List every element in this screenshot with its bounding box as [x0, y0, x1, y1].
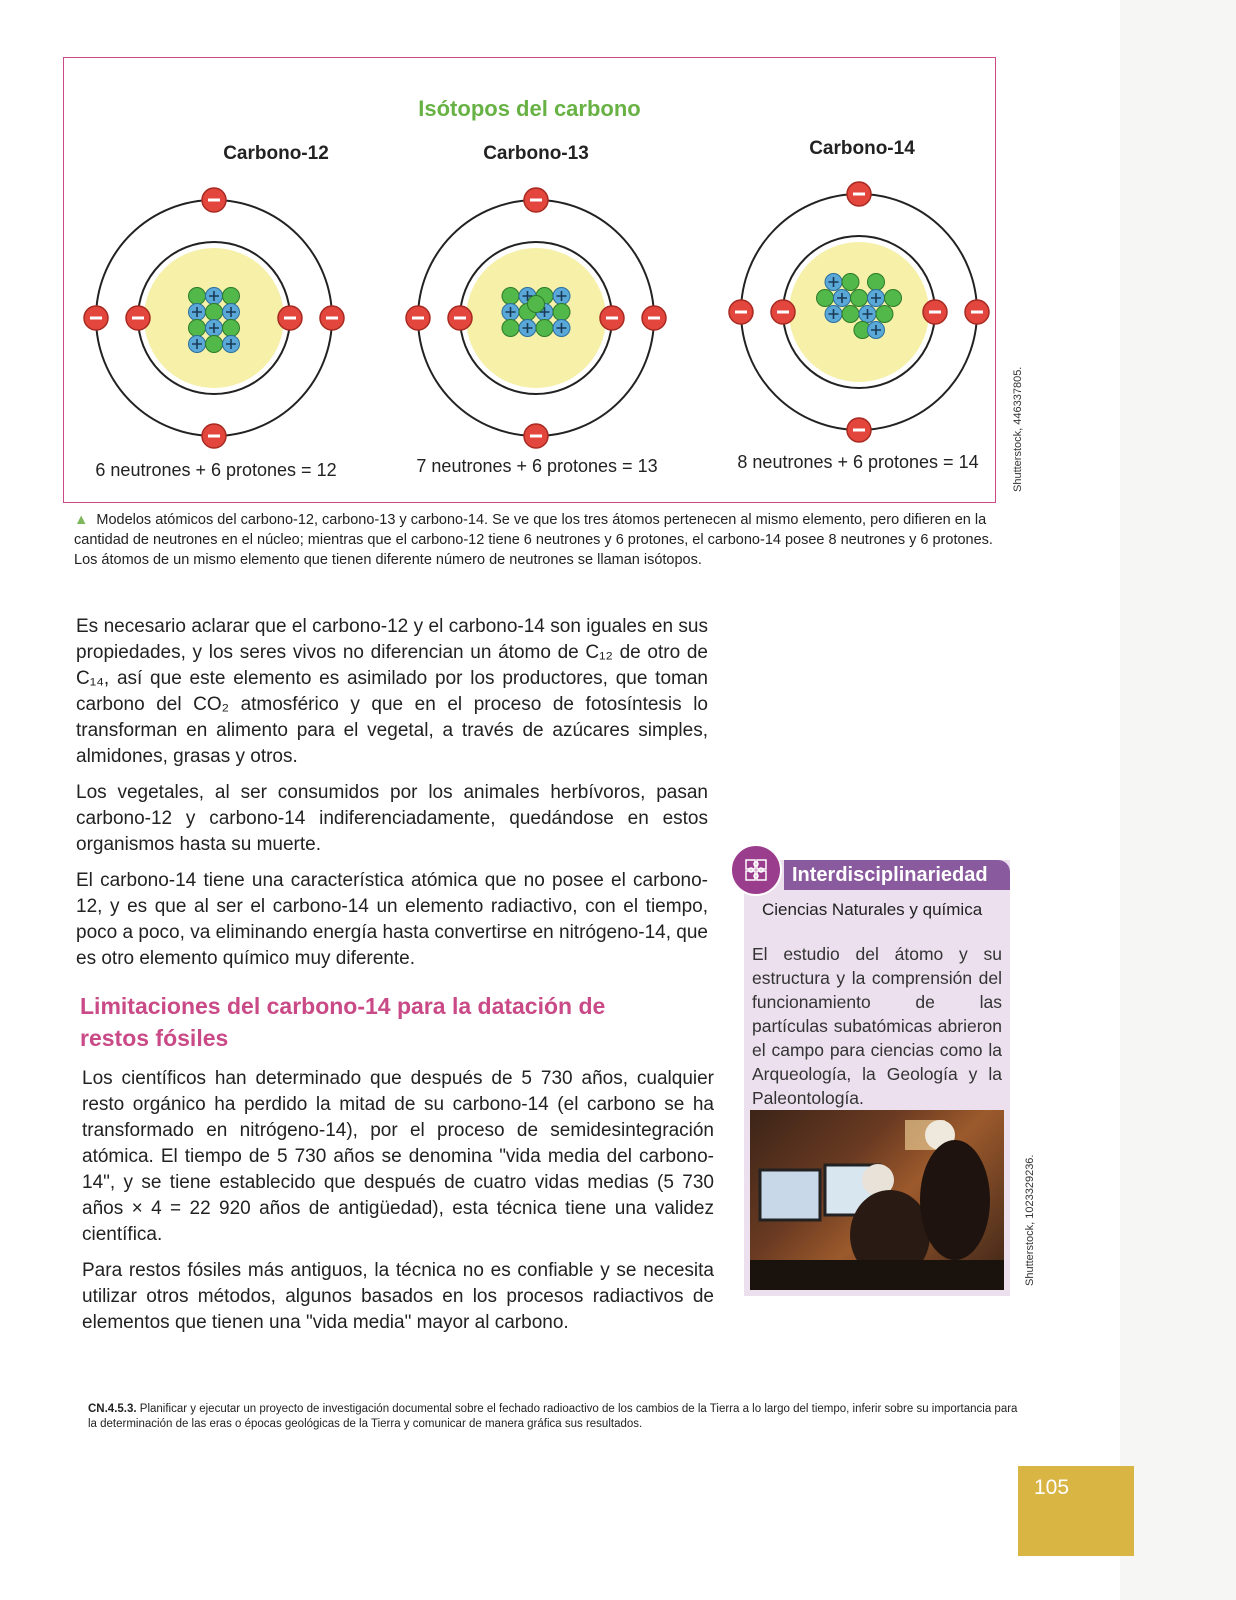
curriculum-text: Planificar y ejecutar un proyecto de investigación documental sobre el fechado radioactivo de los cambios de la Tierra a lo largo del tiempo, inferir sobre su importancia para la determinación de las eras o épocas geológicas de la Tierra y comunicar de manera gráfica sus resultados. [88, 1403, 1018, 1430]
electron [126, 306, 150, 330]
proton [553, 288, 570, 305]
proton [868, 322, 885, 339]
neutron [885, 290, 902, 307]
paragraph: Los científicos han determinado que después de 5 730 años, cualquier resto orgánico ha perdido la mitad de su carbono-14 (el carbono se ha transformado en nitrógeno-14), por el proceso de semidesintegración atómica. El tiempo de 5 730 años se denomina "vida media del carbono-14", y se tiene establecido que después de cuatro vidas medias (5 730 años × 4 = 22 920 años de antigüedad), esta técnica tiene una validez científica. [82, 1068, 714, 1245]
electron [600, 306, 624, 330]
electron [202, 424, 226, 448]
proton [825, 306, 842, 323]
atom-label-c12: Carbono-12 [223, 143, 329, 164]
atom-equation-c14: 8 neutrones + 6 protones = 14 [737, 452, 979, 472]
electron [202, 188, 226, 212]
proton [519, 320, 536, 337]
electron [923, 300, 947, 324]
neutron [223, 288, 240, 305]
electron [278, 306, 302, 330]
lab-photo [750, 1110, 1004, 1290]
paragraph: El carbono-14 tiene una característica atómica que no posee el carbono-12, y es que al ser el carbono-14 un elemento radiactivo, con el tiempo, poco a poco, va eliminando energía hasta convertirse en nitrógeno-14, que es otro elemento químico muy diferente. [76, 870, 708, 969]
paragraph: Los vegetales, al ser consumidos por los animales herbívoros, pasan carbono-12 y carbono-14 indiferenciadamente, quedándose en estos organismos hasta su muerte. [76, 782, 708, 855]
electron [771, 300, 795, 324]
neutron [189, 288, 206, 305]
neutron [189, 320, 206, 337]
atom-diagram-c12 [79, 168, 349, 458]
puzzle-icon [730, 844, 782, 896]
body-text-upper [76, 614, 708, 982]
nucleus-halo [466, 248, 606, 388]
atom-equation-c13: 7 neutrones + 6 protones = 13 [416, 456, 658, 476]
figure-title: Isótopos del carbono [418, 96, 641, 121]
proton [825, 274, 842, 291]
interdisciplinary-box [744, 860, 1010, 1296]
isotopes-figure [63, 57, 996, 503]
atom-diagram-c14 [724, 162, 994, 452]
proton [189, 304, 206, 321]
electron [84, 306, 108, 330]
neutron [223, 320, 240, 337]
section-heading: Limitaciones del carbono-14 para la datación de restos fósiles [80, 993, 606, 1051]
body-text-lower [82, 1066, 714, 1346]
caption-triangle-icon: ▲ [74, 512, 89, 528]
figure-caption [74, 510, 1004, 570]
atom-label-c13: Carbono-13 [483, 143, 589, 164]
neutron [876, 306, 893, 323]
proton [553, 320, 570, 337]
neutron [206, 304, 223, 321]
proton [223, 336, 240, 353]
proton [206, 288, 223, 305]
neutron [868, 274, 885, 291]
sidebar-subtitle: Ciencias Naturales y química [762, 900, 983, 919]
proton [834, 290, 851, 307]
neutron [502, 288, 519, 305]
neutron [206, 336, 223, 353]
electron [847, 418, 871, 442]
caption-text: Modelos atómicos del carbono-12, carbono-13 y carbono-14. Se ve que los tres átomos pertenecen al mismo elemento, pero difieren en la cantidad de neutrones en el núcleo; mientras que el carbono-12 tiene 6 neutrones y 6 protones, el carbono-14 posee 8 neutrones y 6 protones. Los átomos de un mismo elemento que tienen diferente número de neutrones se llaman isótopos. [74, 512, 993, 568]
electron [642, 306, 666, 330]
neutron [851, 290, 868, 307]
neutron [528, 296, 545, 313]
atom-diagram-c13 [401, 168, 671, 458]
photo-credit: Shutterstock, 1023329236. [1024, 1154, 1036, 1286]
page-margin-shade [1120, 0, 1236, 1600]
paragraph: Es necesario aclarar que el carbono-12 y el carbono-14 son iguales en sus propiedades, y los seres vivos no diferencian un átomo de C₁₂ de otro de C₁₄, así que este elemento es asimilado por los productores, que toman carbono del CO₂ atmosférico y que en el proceso de fotosíntesis lo transforman en alimento para el vegetal, a través de azúcares simples, almidones, grasas y otros. [76, 616, 708, 767]
electron [448, 306, 472, 330]
neutron [553, 304, 570, 321]
proton [868, 290, 885, 307]
electron [524, 188, 548, 212]
atom-label-c14: Carbono-14 [809, 138, 915, 159]
neutron [842, 274, 859, 291]
neutron [502, 320, 519, 337]
sidebar-text: El estudio del átomo y su estructura y la comprensión del funcionamiento de las partículas subatómicas abrieron el campo para ciencias como la Arqueología, la Geología y la Paleontología. [752, 944, 1002, 1108]
electron [847, 182, 871, 206]
neutron [842, 306, 859, 323]
electron [524, 424, 548, 448]
page-number: 105 [1018, 1466, 1134, 1556]
neutron [817, 290, 834, 307]
electron [965, 300, 989, 324]
neutron [536, 320, 553, 337]
curriculum-code: CN.4.5.3. [88, 1403, 137, 1415]
figure-credit: Shutterstock, 446337805. [1012, 366, 1024, 492]
sidebar-header-label: Interdisciplinariedad [792, 864, 988, 886]
proton [206, 320, 223, 337]
electron [320, 306, 344, 330]
proton [502, 304, 519, 321]
electron [729, 300, 753, 324]
proton [223, 304, 240, 321]
sidebar-header [784, 860, 1010, 890]
proton [859, 306, 876, 323]
curriculum-note [88, 1402, 1028, 1432]
proton [189, 336, 206, 353]
electron [406, 306, 430, 330]
paragraph: Para restos fósiles más antiguos, la técnica no es confiable y se necesita utilizar otros métodos, algunos basados en los procesos radiactivos de elementos que tienen una "vida media" mayor al carbono. [82, 1260, 714, 1333]
atom-equation-c12: 6 neutrones + 6 protones = 12 [95, 460, 337, 480]
